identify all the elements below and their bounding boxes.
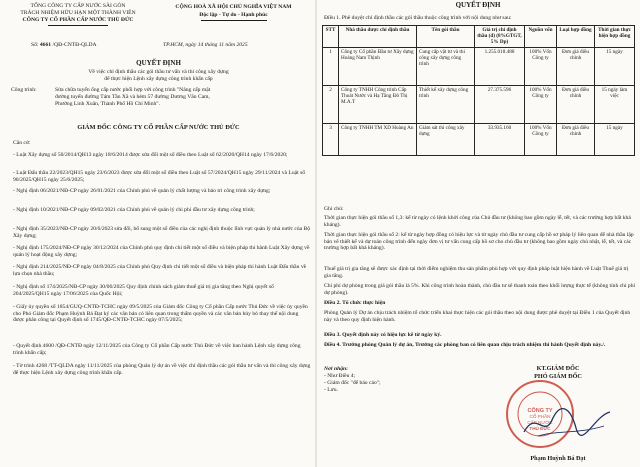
column-header: STT xyxy=(323,26,339,48)
basis-item: - Luật Xây dựng số 50/2014/QH13 ngày 18/6/2014 được sửa đổi một số điều theo Luật số 62/2020/QH14 ngày 17/6/2020; xyxy=(13,152,288,158)
table-cell: 1.255.018.488 xyxy=(475,47,525,85)
article-3: Điều 3. Quyết định này có hiệu lực kể từ ngày ký. xyxy=(324,332,442,338)
basis-item: - Nghị định 175/2024/NĐ-CP ngày 30/12/2024 của Chính phủ quy định chi tiết một số điều và biện pháp thi hành Luật Xây dựng về quản lý hoạt động xây dựng; xyxy=(13,245,310,258)
note-paragraph: Thời gian thực hiện gói thầu số 1,3: kể từ ngày có lệnh khởi công của Chủ đầu tư (không bao gồm ngày lễ, tết, và các trường hợp bất khả kháng). xyxy=(324,215,631,228)
basis-item: - Luật Đấu thầu 22/2023/QH15 ngày 23/6/2023 được sửa đổi một số điều theo Luật số 57/2024/QH15 ngày 29/11/2024 và Luật số 90/2025/QH15 ngày 25/6/2025; xyxy=(13,170,306,183)
recipient-item: - Lưu. xyxy=(324,387,338,393)
table-cell: Đơn giá điều chỉnh xyxy=(557,47,595,85)
page-fold xyxy=(315,0,317,467)
table-cell: 27.375.596 xyxy=(475,85,525,123)
basis-item: - Nghị định 35/2023/NĐ-CP ngày 20/6/2023 sửa đổi, bổ sung một số điều của các nghị định thuộc lĩnh vực quản lý nhà nước của Bộ Xây dựng; xyxy=(13,226,311,239)
org-parent: TỔNG CÔNG TY CẤP NƯỚC SÀI GÒN xyxy=(30,3,126,9)
left-page xyxy=(3,0,314,467)
table-cell: 100% Vốn Công ty xyxy=(525,47,557,85)
table-row xyxy=(323,123,635,155)
note-paragraph: Thuế giá trị gia tăng sẽ được xác định tại thời điểm nghiệm thu sản phẩm phù hợp với quy định pháp luật hiện hành về Luật Thuế giá trị gia tăng. xyxy=(324,266,629,279)
org-name: CÔNG TY CỔ PHẦN CẤP NƯỚC THỦ ĐỨC xyxy=(22,17,134,23)
nation-motto: Độc lập - Tự do - Hạnh phúc xyxy=(199,12,268,18)
project-line-3: Phường Linh Xuân, Thành Phố Hồ Chí Minh". xyxy=(55,101,160,107)
handwritten-signature xyxy=(518,398,618,446)
org-type: TRÁCH NHIỆM HỮU HẠN MỘT THÀNH VIÊN xyxy=(20,10,136,16)
table-cell: 15 ngày xyxy=(595,47,635,85)
table-cell: 2 xyxy=(323,85,339,123)
issuing-authority: GIÁM ĐỐC CÔNG TY CỔ PHẦN CẤP NƯỚC THỦ ĐỨC xyxy=(77,124,240,131)
column-header: Giá trị chỉ định thầu (đ) (8%GTGT, 5% Dp) xyxy=(475,26,525,48)
sign-position: PHÓ GIÁM ĐỐC xyxy=(534,373,582,380)
table-cell: 15 ngày xyxy=(595,123,635,155)
basis-intro: Căn cứ: xyxy=(13,140,31,146)
table-cell: Giám sát thi công xây dựng xyxy=(417,123,475,155)
table-cell: Công ty TNHH Công trình Cấp Thoát Nước và Hạ Tầng Đô Thị M.A.T xyxy=(339,85,417,123)
recipient-item: - Như Điều 4; xyxy=(324,373,356,379)
basis-item: - Nghị định 06/2021/NĐ-CP ngày 26/01/2021 của Chính phủ về quản lý chất lượng và bảo trì công trình xây dựng; xyxy=(13,188,271,194)
svg-text:CỔ PHẦN: CỔ PHẦN xyxy=(529,414,551,419)
table-cell: 15 ngày làm việc xyxy=(595,85,635,123)
motto-underline xyxy=(201,20,267,21)
note-paragraph: Phòng Quản lý Dự án chịu trách nhiệm tổ chức triển khai thực hiện các gói thầu theo nội dung được phê duyệt tại Điều 1 của Quyết định này và theo quy định hiện hành. xyxy=(324,310,631,323)
contractor-table xyxy=(322,25,635,156)
org-underline xyxy=(48,25,108,26)
table-cell: 100% Vốn Công ty xyxy=(525,85,557,123)
note-paragraph: Chi phí dự phòng trong giá gói thầu là 5%. Khi công trình hoàn thành, chủ đầu tư sẽ thanh toán theo khối lượng thực tế (không tính chi phí dự phòng). xyxy=(324,283,636,296)
basis-item: - Giấy ủy quyền số 1854/GUQ-CNTĐ-TCHC ngày 09/5/2025 của Giám đốc Công ty Cổ phần Cấp nước Thủ Đức về việc ủy quyền cho Phó Giám đốc Phạm Huỳnh Bá Đạt ký các văn bản có liên quan trong thẩm quyền và các văn bản hủy bỏ thay thế nội dung được phân công tại Quyết định số 1745/QĐ-CNTĐ-TCHC ngày 07/5/2025; xyxy=(13,304,308,324)
table-cell: 3 xyxy=(323,123,339,155)
note-paragraph: Thời gian thực hiện gói thầu số 2: kể từ ngày hợp đồng có hiệu lực và từ ngày chủ đầu tư cung cấp hồ sơ pháp lý liên quan để nhà thầu lập bản vẽ thiết kế và dự toán công trình đến ngày đơn vị tư vấn cung cấp hồ sơ cho chủ đầu tư (không bao gồm ngày chủ nhật, lễ, tết, và các trường hợp bất khả kháng). xyxy=(324,232,634,252)
table-cell: Công ty TNHH TM XD Hoàng An xyxy=(339,123,417,155)
doc-subject-1: Về việc chỉ định thầu các gói thầu tư vấn và thi công xây dựng xyxy=(88,69,229,75)
nation-title: CỘNG HOÀ XÃ HỘI CHỦ NGHĨA VIỆT NAM xyxy=(175,4,292,10)
sign-on-behalf: KT.GIÁM ĐỐC xyxy=(536,365,580,372)
basis-item: - Tờ trình 4268 /TT-QLDA ngày 11/11/2025 của phòng Quản lý dự án về việc chỉ định thầu các gói thầu tư vấn và thi công xây dựng để thực hiện Lệnh xây dựng công trình khẩn cấp. xyxy=(13,363,311,376)
notes-label: Ghi chú: xyxy=(324,206,344,212)
place-date: TP.HCM, ngày 14 tháng 11 năm 2025 xyxy=(163,42,248,48)
svg-text:CẤP NƯỚC: CẤP NƯỚC xyxy=(527,420,553,425)
basis-item: - Nghị định số 174/2025/NĐ-CP ngày 30/06/2025 Quy định chính sách giảm thuế giá trị gia tăng theo Nghị quyết số 204/2025/QH15 ngày 17/06/2025 của Quốc Hội; xyxy=(13,284,274,297)
svg-text:THỦ ĐỨC: THỦ ĐỨC xyxy=(529,426,551,431)
basis-item: - Nghị định 214/2025/NĐ-CP ngày 04/8/2025 của Chính phủ Quy định chi tiết một số điều và biện pháp thi hành Luật Đấu thầu về lựa chọn nhà thầu; xyxy=(13,264,307,277)
basis-item: - Nghị định 10/2021/NĐ-CP ngày 09/02/2021 của Chính phủ về quản lý chi phí đầu tư xây dựng công trình; xyxy=(13,207,255,213)
doc-title: QUYẾT ĐỊNH xyxy=(136,59,181,67)
project-line-2: đường tuyến đường Tám Tần Xã và hẻm 57 đường Dương Văn Cam, xyxy=(55,94,210,100)
project-line-1: Sửa chữa tuyến ống cấp nước phối hợp với công trình "Nâng cấp mặt xyxy=(55,87,211,93)
table-cell: Đơn giá điều chỉnh xyxy=(557,123,595,155)
signer-name: Phạm Huỳnh Bá Đạt xyxy=(530,455,586,462)
article-2: Điều 2. Tổ chức thực hiện xyxy=(324,300,386,306)
article-1: Điều 1. Phê duyệt chỉ định thầu các gói thầu thuộc công trình với nội dung như sau: xyxy=(324,15,512,21)
table-cell: 33.935.160 xyxy=(475,123,525,155)
table-cell: Thiết kế xây dựng công trình xyxy=(417,85,475,123)
right-doc-title: QUYẾT ĐỊNH xyxy=(455,1,501,9)
table-cell: Cung cấp vật tư và thi công xây dựng công trình xyxy=(417,47,475,85)
column-header: Loại hợp đồng xyxy=(557,26,595,48)
right-page xyxy=(318,0,638,467)
article-4: Điều 4. Trưởng phòng Quản lý dự án, Trưởng các phòng ban có liên quan chịu trách nhiệm thi hành Quyết định này./. xyxy=(324,342,606,348)
column-header: Thời gian thực hiện hợp đồng xyxy=(595,26,635,48)
column-header: Tên gói thầu xyxy=(417,26,475,48)
basis-item: - Quyết định 4600 /QĐ-CNTĐ ngày 12/11/2025 của Công ty Cổ phần Cấp nước Thủ Đức về việc ban hành Lệnh xây dựng công trình khẩn cấp; xyxy=(13,343,301,356)
svg-text:CÔNG TY: CÔNG TY xyxy=(527,408,553,414)
table-row xyxy=(323,85,635,123)
recipient-item: - Giám đốc "để báo cáo"; xyxy=(324,380,381,386)
column-header: Nhà thầu được chỉ định thầu xyxy=(339,26,417,48)
table-cell: Đơn giá điều chỉnh xyxy=(557,85,595,123)
document-number: Số: 4661 /QĐ-CNTĐ-QLDA xyxy=(31,42,97,48)
column-header: Nguồn vốn xyxy=(525,26,557,48)
project-label: Công trình: xyxy=(11,87,37,93)
table-header-row xyxy=(323,26,635,48)
table-cell: 100% Vốn Công ty xyxy=(525,123,557,155)
table-row xyxy=(323,47,635,85)
table-cell: Công ty Cổ phần Đầu tư Xây dựng Hoàng Nam Thịnh xyxy=(339,47,417,85)
recipients-label: Nơi nhận: xyxy=(324,366,348,372)
table-cell: 1 xyxy=(323,47,339,85)
doc-subject-2: để thực hiện Lệnh xây dựng công trình khẩn cấp xyxy=(104,76,213,82)
